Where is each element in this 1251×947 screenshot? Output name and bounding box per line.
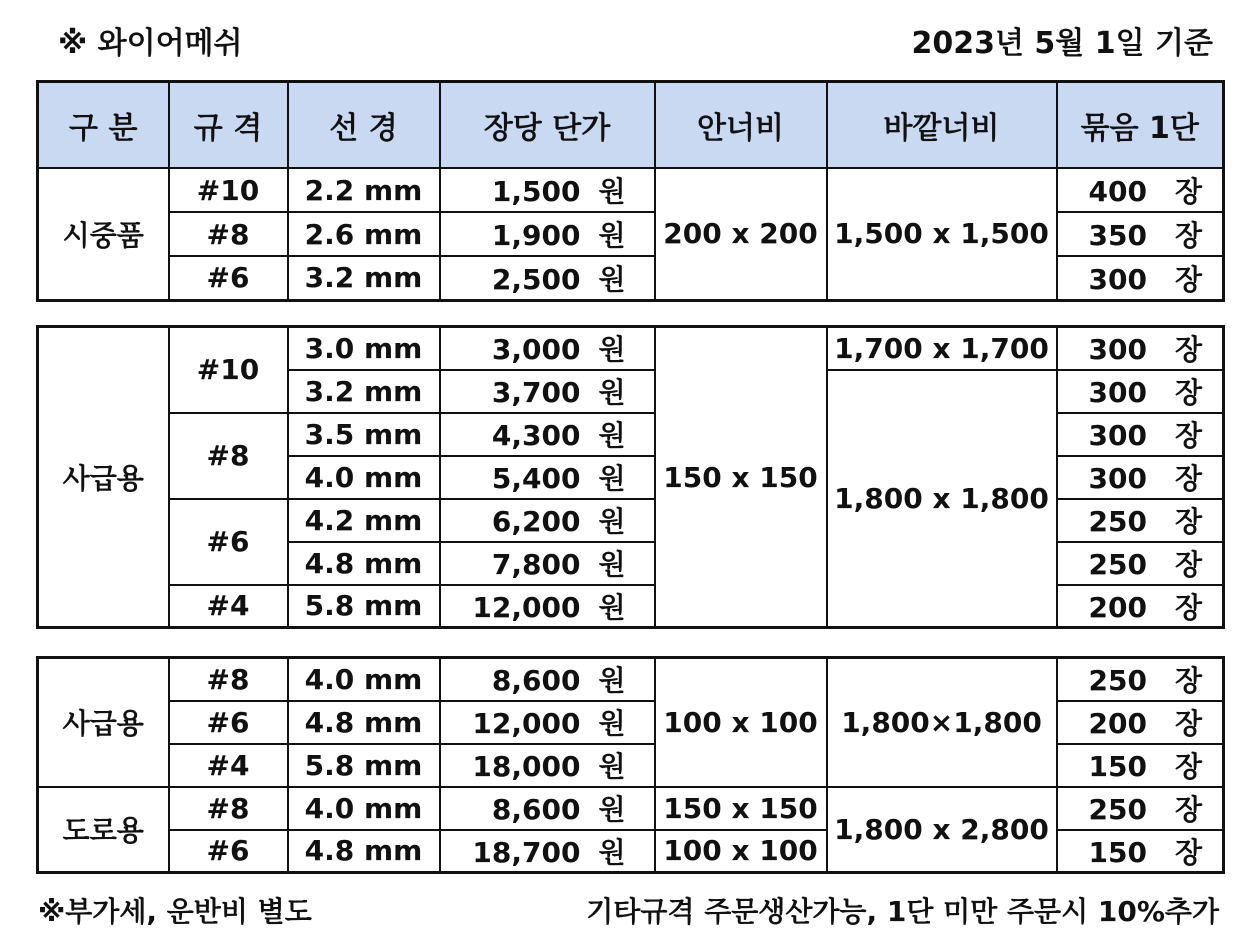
bundle-cell: 300 장 [1057, 256, 1224, 300]
spec-cell: #10 [169, 327, 288, 413]
price-cell: 5,400 원 [440, 456, 655, 499]
table-row [38, 168, 1224, 212]
price-cell: 3,000 원 [440, 327, 655, 370]
outer-width-cell: 1,800 x 2,800 [827, 787, 1057, 873]
outer-width-cell: 1,800×1,800 [827, 658, 1057, 787]
col-header-inner-width: 안너비 [655, 82, 827, 169]
diameter-cell: 4.2 mm [288, 499, 440, 542]
category-cell: 사급용 [38, 327, 169, 628]
spec-cell: #4 [169, 585, 288, 628]
category-cell: 도로용 [38, 787, 169, 873]
price-cell: 12,000 원 [440, 585, 655, 628]
table-row [38, 787, 1224, 830]
inner-width-cell: 100 x 100 [655, 830, 827, 873]
spec-cell: #6 [169, 499, 288, 585]
diameter-cell: 4.8 mm [288, 542, 440, 585]
price-cell: 6,200 원 [440, 499, 655, 542]
price-cell: 1,500 원 [440, 168, 655, 212]
diameter-cell: 4.0 mm [288, 456, 440, 499]
diameter-cell: 2.6 mm [288, 212, 440, 256]
diameter-cell: 5.8 mm [288, 744, 440, 787]
col-header-diameter: 선 경 [288, 82, 440, 169]
bundle-cell: 250 장 [1057, 658, 1224, 701]
col-header-price: 장당 단가 [440, 82, 655, 169]
bundle-cell: 350 장 [1057, 212, 1224, 256]
price-cell: 4,300 원 [440, 413, 655, 456]
header-row [38, 82, 1224, 169]
diameter-cell: 4.0 mm [288, 658, 440, 701]
bundle-cell: 400 장 [1057, 168, 1224, 212]
spec-cell: #8 [169, 658, 288, 701]
bundle-cell: 300 장 [1057, 370, 1224, 413]
bundle-cell: 300 장 [1057, 413, 1224, 456]
footer-note-order: 기타규격 주문생산가능, 1단 미만 주문시 10%추가 [586, 895, 1219, 928]
price-cell: 7,800 원 [440, 542, 655, 585]
outer-width-cell: 1,800 x 1,800 [827, 370, 1057, 628]
inner-width-cell: 100 x 100 [655, 658, 827, 787]
price-cell: 3,700 원 [440, 370, 655, 413]
price-cell: 8,600 원 [440, 658, 655, 701]
bundle-cell: 150 장 [1057, 830, 1224, 873]
price-table-2 [36, 325, 1225, 629]
price-table-1 [36, 80, 1225, 302]
table-row [38, 327, 1224, 370]
category-cell: 사급용 [38, 658, 169, 787]
bundle-cell: 150 장 [1057, 744, 1224, 787]
diameter-cell: 3.0 mm [288, 327, 440, 370]
bundle-cell: 250 장 [1057, 787, 1224, 830]
bundle-cell: 250 장 [1057, 499, 1224, 542]
diameter-cell: 3.2 mm [288, 370, 440, 413]
spec-cell: #6 [169, 830, 288, 873]
price-cell: 18,700 원 [440, 830, 655, 873]
col-header-category: 구 분 [38, 82, 169, 169]
diameter-cell: 3.5 mm [288, 413, 440, 456]
price-cell: 1,900 원 [440, 212, 655, 256]
footer-note-tax: ※부가세, 운반비 별도 [38, 895, 312, 928]
bundle-cell: 300 장 [1057, 456, 1224, 499]
bundle-cell: 200 장 [1057, 701, 1224, 744]
price-cell: 18,000 원 [440, 744, 655, 787]
category-cell: 시중품 [38, 168, 169, 300]
spec-cell: #8 [169, 787, 288, 830]
reference-date: 2023년 5월 1일 기준 [911, 26, 1213, 61]
spec-cell: #10 [169, 168, 288, 212]
price-cell: 12,000 원 [440, 701, 655, 744]
spec-cell: #8 [169, 413, 288, 499]
outer-width-cell: 1,500 x 1,500 [827, 168, 1057, 300]
table-row [38, 658, 1224, 701]
diameter-cell: 3.2 mm [288, 256, 440, 300]
spec-cell: #6 [169, 701, 288, 744]
price-cell: 8,600 원 [440, 787, 655, 830]
outer-width-cell: 1,700 x 1,700 [827, 327, 1057, 370]
diameter-cell: 4.8 mm [288, 701, 440, 744]
diameter-cell: 4.0 mm [288, 787, 440, 830]
spec-cell: #4 [169, 744, 288, 787]
diameter-cell: 2.2 mm [288, 168, 440, 212]
inner-width-cell: 200 x 200 [655, 168, 827, 300]
price-cell: 2,500 원 [440, 256, 655, 300]
price-table-3 [36, 656, 1225, 874]
col-header-bundle: 묶음 1단 [1057, 82, 1224, 169]
page-title: ※ 와이어메쉬 [58, 26, 243, 61]
inner-width-cell: 150 x 150 [655, 327, 827, 628]
bundle-cell: 250 장 [1057, 542, 1224, 585]
diameter-cell: 4.8 mm [288, 830, 440, 873]
bundle-cell: 200 장 [1057, 585, 1224, 628]
inner-width-cell: 150 x 150 [655, 787, 827, 830]
diameter-cell: 5.8 mm [288, 585, 440, 628]
col-header-spec: 규 격 [169, 82, 288, 169]
spec-cell: #6 [169, 256, 288, 300]
spec-cell: #8 [169, 212, 288, 256]
bundle-cell: 300 장 [1057, 327, 1224, 370]
col-header-outer-width: 바깥너비 [827, 82, 1057, 169]
